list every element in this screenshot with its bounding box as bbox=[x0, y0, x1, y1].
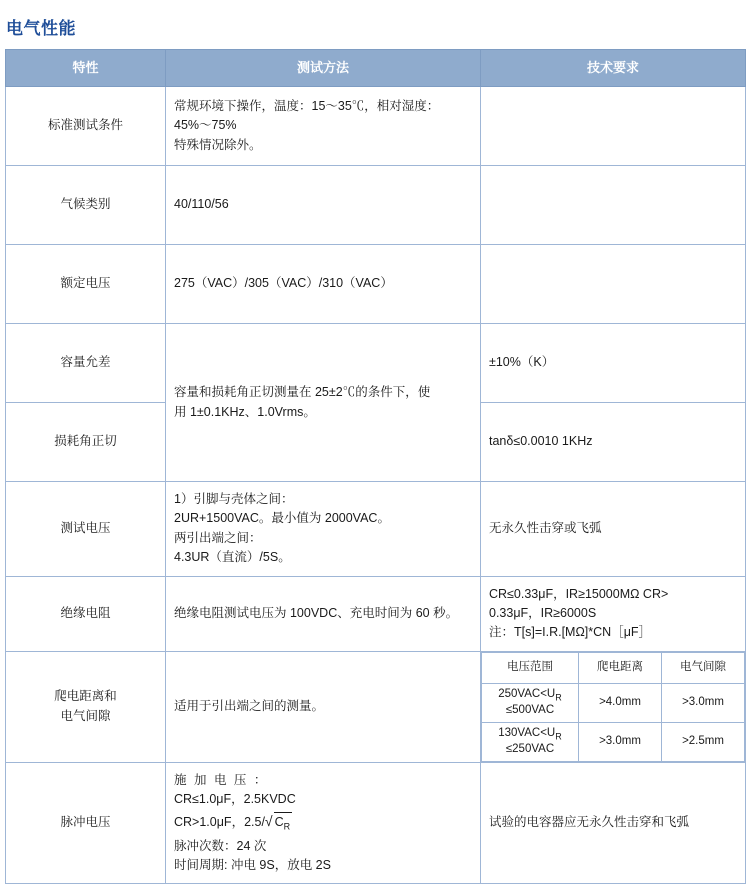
method-line: 时间周期: 冲电 9S，放电 2S bbox=[174, 858, 331, 873]
table-row-climatic-category bbox=[6, 166, 746, 245]
requirement-climatic-category bbox=[481, 166, 746, 245]
method-test-voltage bbox=[166, 482, 481, 577]
feature-line: 电气间隙 bbox=[60, 708, 111, 723]
table-row-pulse-voltage bbox=[6, 762, 746, 884]
method-line: CR≤1.0μF，2.5KVDC bbox=[174, 791, 296, 806]
nested-cell-clearance: >2.5mm bbox=[662, 722, 745, 761]
page-title: 电气性能 bbox=[6, 19, 76, 38]
radicand-subscript: R bbox=[283, 821, 291, 832]
table-row-creepage-clearance bbox=[6, 651, 746, 762]
method-standard-conditions bbox=[166, 87, 481, 166]
creepage-clearance-table bbox=[481, 652, 745, 762]
method-line: 两引出端之间： bbox=[174, 530, 262, 545]
table-row-standard-conditions bbox=[6, 87, 746, 166]
requirement-test-voltage: 无永久性击穿或飞弧 bbox=[481, 482, 746, 577]
method-line: 适用于引出端之间的测量。 bbox=[174, 698, 325, 713]
requirement-pulse-voltage: 试验的电容器应无永久性击穿和飞弧 bbox=[481, 762, 746, 884]
method-line: 施 加 电 压 ： bbox=[174, 772, 269, 787]
method-capacitance-and-df bbox=[166, 324, 481, 482]
range-line-1: 250VAC<U bbox=[498, 687, 556, 700]
table-row-insulation-resistance bbox=[6, 576, 746, 651]
requirement-line: CR≤0.33μF，IR≥15000MΩ CR> bbox=[489, 586, 669, 601]
nested-cell-voltage-range bbox=[482, 683, 579, 722]
electrical-performance-table bbox=[5, 49, 746, 884]
requirement-line: 0.33μF，IR≥6000S bbox=[489, 605, 597, 620]
feature-rated-voltage: 额定电压 bbox=[6, 245, 166, 324]
nested-data-row bbox=[482, 683, 745, 722]
feature-standard-conditions: 标准测试条件 bbox=[6, 87, 166, 166]
method-line-formula bbox=[174, 809, 472, 834]
feature-pulse-voltage: 脉冲电压 bbox=[6, 762, 166, 884]
method-line: 275（VAC）/305（VAC）/310（VAC） bbox=[174, 276, 393, 291]
method-line: 脉冲次数：24 次 bbox=[174, 838, 267, 853]
method-climatic-category bbox=[166, 166, 481, 245]
formula-prefix: CR>1.0μF，2.5/ bbox=[174, 815, 265, 830]
range-subscript: R bbox=[555, 691, 562, 702]
column-header-technical-requirement: 技术要求 bbox=[481, 50, 746, 87]
method-creepage-clearance bbox=[166, 651, 481, 762]
nested-header-voltage-range: 电压范围 bbox=[482, 652, 579, 683]
range-subscript: R bbox=[555, 730, 562, 741]
method-line: 2UR+1500VAC。最小值为 2000VAC。 bbox=[174, 511, 390, 526]
method-line: 用 1±0.1KHz、1.0Vrms。 bbox=[174, 404, 316, 419]
feature-line: 爬电距离和 bbox=[54, 689, 117, 704]
nested-cell-creepage: >4.0mm bbox=[579, 683, 662, 722]
feature-creepage-clearance bbox=[6, 651, 166, 762]
requirement-creepage-clearance bbox=[481, 651, 746, 762]
table-row-capacitance-tolerance bbox=[6, 324, 746, 403]
method-line: 40/110/56 bbox=[174, 197, 229, 212]
requirement-line: 注：T[s]=I.R.[MΩ]*CN［μF］ bbox=[489, 625, 652, 640]
method-insulation-resistance bbox=[166, 576, 481, 651]
method-line: 4.3UR（直流）/5S。 bbox=[174, 550, 291, 565]
nested-header-clearance: 电气间隙 bbox=[662, 652, 745, 683]
nested-header-creepage: 爬电距离 bbox=[579, 652, 662, 683]
feature-dissipation-factor: 损耗角正切 bbox=[6, 403, 166, 482]
column-header-test-method: 测试方法 bbox=[166, 50, 481, 87]
nested-cell-voltage-range bbox=[482, 722, 579, 761]
requirement-standard-conditions bbox=[481, 87, 746, 166]
requirement-insulation-resistance bbox=[481, 576, 746, 651]
feature-insulation-resistance: 绝缘电阻 bbox=[6, 576, 166, 651]
requirement-dissipation-factor: tanδ≤0.0010 1KHz bbox=[481, 403, 746, 482]
method-line: 特殊情况除外。 bbox=[174, 137, 262, 152]
table-row-rated-voltage bbox=[6, 245, 746, 324]
range-line-2: ≤500VAC bbox=[505, 704, 555, 717]
table-header bbox=[6, 50, 746, 87]
method-rated-voltage bbox=[166, 245, 481, 324]
requirement-rated-voltage bbox=[481, 245, 746, 324]
feature-capacitance-tolerance: 容量允差 bbox=[6, 324, 166, 403]
radicand bbox=[274, 812, 293, 834]
table-header-row bbox=[6, 50, 746, 87]
radicand-symbol: C bbox=[274, 815, 284, 830]
method-line: 常规环境下操作，温度：15～35℃，相对湿度： bbox=[174, 98, 440, 113]
requirement-capacitance-tolerance: ±10%（K） bbox=[481, 324, 746, 403]
column-header-feature: 特性 bbox=[6, 50, 166, 87]
method-pulse-voltage bbox=[166, 762, 481, 884]
nested-cell-clearance: >3.0mm bbox=[662, 683, 745, 722]
range-line-1: 130VAC<U bbox=[498, 726, 556, 739]
feature-test-voltage: 测试电压 bbox=[6, 482, 166, 577]
method-line: 1）引脚与壳体之间： bbox=[174, 492, 294, 506]
nested-data-row bbox=[482, 722, 745, 761]
feature-climatic-category: 气候类别 bbox=[6, 166, 166, 245]
range-line-2: ≤250VAC bbox=[505, 743, 555, 756]
table-body bbox=[6, 87, 746, 884]
nested-cell-creepage: >3.0mm bbox=[579, 722, 662, 761]
method-line: 绝缘电阻测试电压为 100VDC、充电时间为 60 秒。 bbox=[174, 605, 459, 620]
table-row-test-voltage bbox=[6, 482, 746, 577]
method-line: 容量和损耗角正切测量在 25±2℃的条件下，使 bbox=[174, 385, 431, 400]
radical-sign: √ bbox=[264, 813, 273, 830]
method-line: 45%～75% bbox=[174, 118, 237, 133]
nested-header-row bbox=[482, 652, 745, 683]
